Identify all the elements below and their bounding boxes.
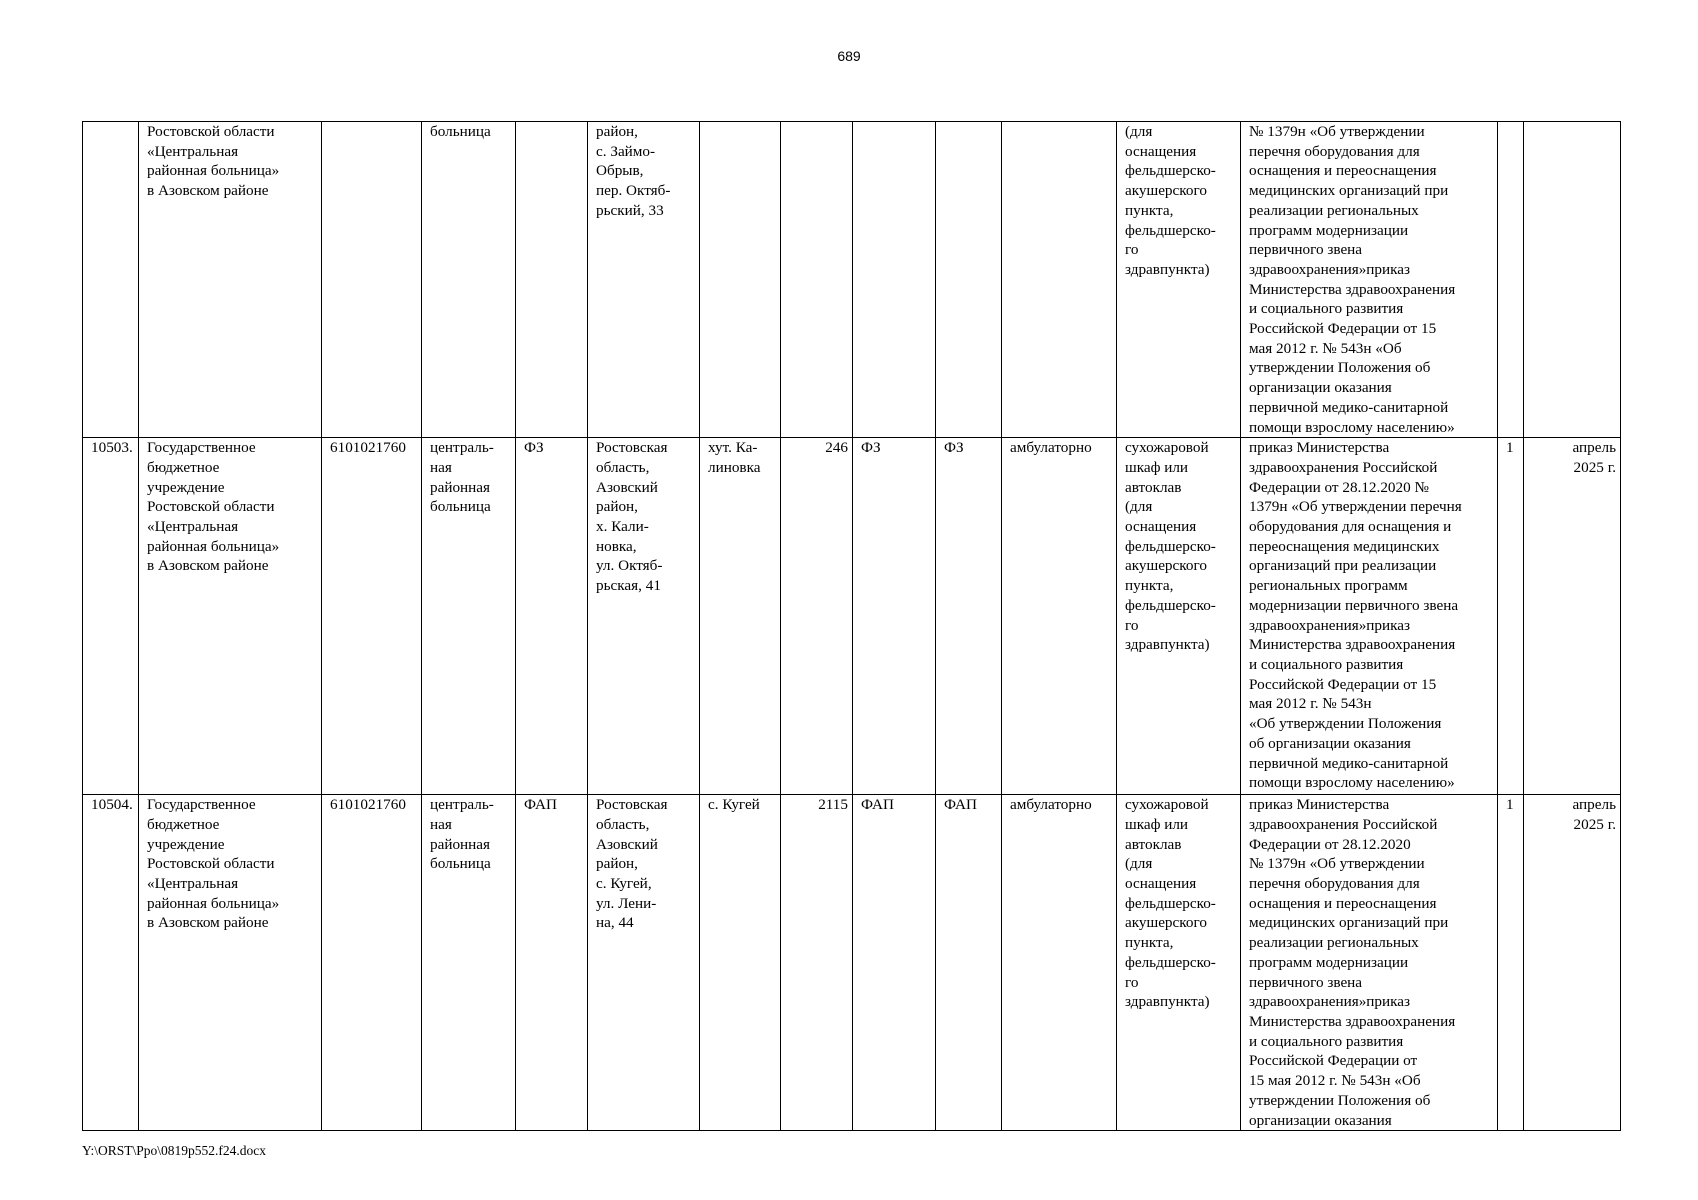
table-row [83,438,1621,795]
inn-cell: 6101021760 [322,795,422,1131]
qty-cell [1498,122,1524,438]
row-number [83,122,139,438]
unit-cell: ФЗ [516,438,588,795]
date-cell [1524,122,1621,438]
address-cell: Ростовская область, Азовский район, с. Кугей, ул. Лени- на, 44 [588,795,700,1131]
mode-cell: амбулаторно [1002,795,1117,1131]
table-row [83,795,1621,1131]
qty-cell: 1 [1498,438,1524,795]
settlement-cell: с. Кугей [700,795,781,1131]
unit-cell: ФАП [516,795,588,1131]
date-cell: апрель 2025 г. [1524,795,1621,1131]
row-number: 10503. [83,438,139,795]
equipment-cell: сухожаровой шкаф или автоклав (для оснащения фельдшерско- акушерского пункта, фельдшерско- го здравпункта) [1117,795,1241,1131]
basis-cell: приказ Министерства здравоохранения Российской Федерации от 28.12.2020 № 1379н «Об утверждении перечня оборудования для оснащения и переоснащения медицинских организаций при реализации региональных программ модернизации первичного звена здравоохранения»приказ Министерства здравоохранения и социального развития Российской Федерации от 15 мая 2012 г. № 543н «Об утверждении Положения об организации оказания [1241,795,1498,1131]
mode-cell [1002,122,1117,438]
inn-cell [322,122,422,438]
type-cell: централь- ная районная больница [422,795,516,1131]
unit3-cell: ФАП [936,795,1002,1131]
date-cell: апрель 2025 г. [1524,438,1621,795]
population-cell: 2115 [781,795,853,1131]
row-number: 10504. [83,795,139,1131]
type-cell: централь- ная районная больница [422,438,516,795]
unit3-cell [936,122,1002,438]
institution-cell: Государственное бюджетное учреждение Ростовской области «Центральная районная больница» в Азовском районе [139,438,322,795]
basis-cell: приказ Министерства здравоохранения Российской Федерации от 28.12.2020 № 1379н «Об утверждении перечня оборудования для оснащения и переоснащения медицинских организаций при реализации региональных программ модернизации первичного звена здравоохранения»приказ Министерства здравоохранения и социального развития Российской Федерации от 15 мая 2012 г. № 543н «Об утверждении Положения об организации оказания первичной медико-санитарной помощи взрослому населению» [1241,438,1498,795]
unit2-cell [853,122,936,438]
unit-cell [516,122,588,438]
mode-cell: амбулаторно [1002,438,1117,795]
basis-cell: № 1379н «Об утверждении перечня оборудования для оснащения и переоснащения медицинских организаций при реализации региональных программ модернизации первичного звена здравоохранения»приказ Министерства здравоохранения и социального развития Российской Федерации от 15 мая 2012 г. № 543н «Об утверждении Положения об организации оказания первичной медико-санитарной помощи взрослому населению» [1241,122,1498,438]
unit2-cell: ФАП [853,795,936,1131]
address-cell: район, с. Займо- Обрыв, пер. Октяб- рьский, 33 [588,122,700,438]
inn-cell: 6101021760 [322,438,422,795]
file-path-footer: Y:\ORST\Ppo\0819p552.f24.docx [82,1143,267,1158]
address-cell: Ростовская область, Азовский район, х. Кали- новка, ул. Октяб- рьская, 41 [588,438,700,795]
equipment-cell: сухожаровой шкаф или автоклав (для оснащения фельдшерско- акушерского пункта, фельдшерско- го здравпункта) [1117,438,1241,795]
institution-cell: Ростовской области «Центральная районная больница» в Азовском районе [139,122,322,438]
institution-cell: Государственное бюджетное учреждение Ростовской области «Центральная районная больница» в Азовском районе [139,795,322,1131]
settlement-cell [700,122,781,438]
settlement-cell: хут. Ка- линовка [700,438,781,795]
type-cell: больница [422,122,516,438]
equipment-cell: (для оснащения фельдшерско- акушерского пункта, фельдшерско- го здравпункта) [1117,122,1241,438]
table-row [83,122,1621,438]
population-cell: 246 [781,438,853,795]
unit3-cell: ФЗ [936,438,1002,795]
equipment-table [82,121,1621,1131]
qty-cell: 1 [1498,795,1524,1131]
page-number: 689 [837,48,861,64]
population-cell [781,122,853,438]
unit2-cell: ФЗ [853,438,936,795]
